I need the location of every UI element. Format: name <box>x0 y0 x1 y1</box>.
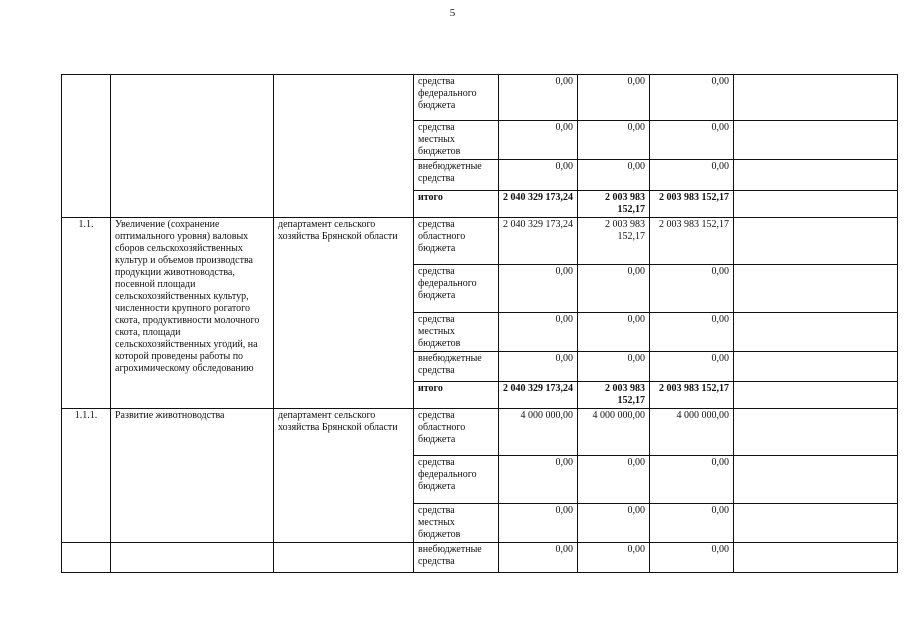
amount-year-3: 0,00 <box>650 313 734 352</box>
empty-cell <box>734 191 898 218</box>
funding-source: средства федерального бюджета <box>414 456 499 504</box>
amount-year-3: 0,00 <box>650 121 734 160</box>
amount-year-2: 0,00 <box>578 313 650 352</box>
amount-year-2: 0,00 <box>578 504 650 543</box>
row-code: 1.1. <box>62 218 111 409</box>
empty-cell <box>734 382 898 409</box>
amount-year-3: 2 003 983 152,17 <box>650 218 734 265</box>
funding-source: внебюджетные средства <box>414 352 499 382</box>
amount-year-1: 0,00 <box>499 160 578 191</box>
page-number: 5 <box>449 7 456 19</box>
amount-year-3: 0,00 <box>650 265 734 313</box>
empty-cell <box>734 352 898 382</box>
amount-year-2: 0,00 <box>578 160 650 191</box>
amount-year-1: 0,00 <box>499 456 578 504</box>
amount-year-1: 0,00 <box>499 504 578 543</box>
amount-year-1: 2 040 329 173,24 <box>499 218 578 265</box>
measure-name <box>111 543 274 573</box>
table-row <box>62 218 898 265</box>
amount-year-3: 0,00 <box>650 352 734 382</box>
funding-source: внебюджетные средства <box>414 160 499 191</box>
funding-source: средства федерального бюджета <box>414 265 499 313</box>
amount-year-1: 4 000 000,00 <box>499 409 578 456</box>
funding-source: средства федерального бюджета <box>414 75 499 121</box>
amount-year-1: 2 040 329 173,24 <box>499 382 578 409</box>
amount-year-2: 0,00 <box>578 543 650 573</box>
row-code <box>62 75 111 218</box>
amount-year-2: 0,00 <box>578 265 650 313</box>
amount-year-3: 0,00 <box>650 456 734 504</box>
empty-cell <box>734 75 898 121</box>
amount-year-1: 0,00 <box>499 121 578 160</box>
funding-source: средства местных бюджетов <box>414 121 499 160</box>
empty-cell <box>734 121 898 160</box>
executor <box>274 543 414 573</box>
funding-source: внебюджетные средства <box>414 543 499 573</box>
amount-year-3: 2 003 983 152,17 <box>650 382 734 409</box>
amount-year-2: 0,00 <box>578 456 650 504</box>
amount-year-1: 0,00 <box>499 352 578 382</box>
executor <box>274 75 414 218</box>
amount-year-2: 2 003 983 152,17 <box>578 382 650 409</box>
measure-name <box>111 75 274 218</box>
amount-year-3: 2 003 983 152,17 <box>650 191 734 218</box>
empty-cell <box>734 409 898 456</box>
empty-cell <box>734 543 898 573</box>
amount-year-1: 0,00 <box>499 313 578 352</box>
amount-year-2: 0,00 <box>578 352 650 382</box>
amount-year-1: 0,00 <box>499 265 578 313</box>
empty-cell <box>734 313 898 352</box>
amount-year-1: 0,00 <box>499 75 578 121</box>
measure-name: Увеличение (сохранение оптимального уровня) валовых сборов сельскохозяйственных культур и объемов производства продукции животноводства, посевной площади сельскохозяйственных культур, численности крупного рогатого скота, продуктивности молочного скота, площади сельскохозяйственных угодий, на которой проведены работы по агрохимическому обследованию <box>111 218 274 409</box>
table-row <box>62 543 898 573</box>
funding-source: средства местных бюджетов <box>414 313 499 352</box>
empty-cell <box>734 218 898 265</box>
measure-name: Развитие животноводства <box>111 409 274 543</box>
budget-table <box>61 74 898 573</box>
amount-year-2: 4 000 000,00 <box>578 409 650 456</box>
amount-year-3: 0,00 <box>650 504 734 543</box>
executor: департамент сельского хозяйства Брянской области <box>274 409 414 543</box>
table-row <box>62 409 898 456</box>
funding-source: средства областного бюджета <box>414 218 499 265</box>
funding-source: итого <box>414 191 499 218</box>
amount-year-1: 0,00 <box>499 543 578 573</box>
row-code: 1.1.1. <box>62 409 111 543</box>
executor: департамент сельского хозяйства Брянской области <box>274 218 414 409</box>
funding-source: средства областного бюджета <box>414 409 499 456</box>
empty-cell <box>734 456 898 504</box>
amount-year-3: 0,00 <box>650 160 734 191</box>
amount-year-1: 2 040 329 173,24 <box>499 191 578 218</box>
amount-year-3: 0,00 <box>650 75 734 121</box>
amount-year-3: 4 000 000,00 <box>650 409 734 456</box>
empty-cell <box>734 160 898 191</box>
amount-year-2: 2 003 983 152,17 <box>578 218 650 265</box>
funding-source: средства местных бюджетов <box>414 504 499 543</box>
funding-source: итого <box>414 382 499 409</box>
amount-year-3: 0,00 <box>650 543 734 573</box>
table-row <box>62 75 898 121</box>
amount-year-2: 2 003 983 152,17 <box>578 191 650 218</box>
empty-cell <box>734 265 898 313</box>
empty-cell <box>734 504 898 543</box>
amount-year-2: 0,00 <box>578 121 650 160</box>
amount-year-2: 0,00 <box>578 75 650 121</box>
row-code <box>62 543 111 573</box>
